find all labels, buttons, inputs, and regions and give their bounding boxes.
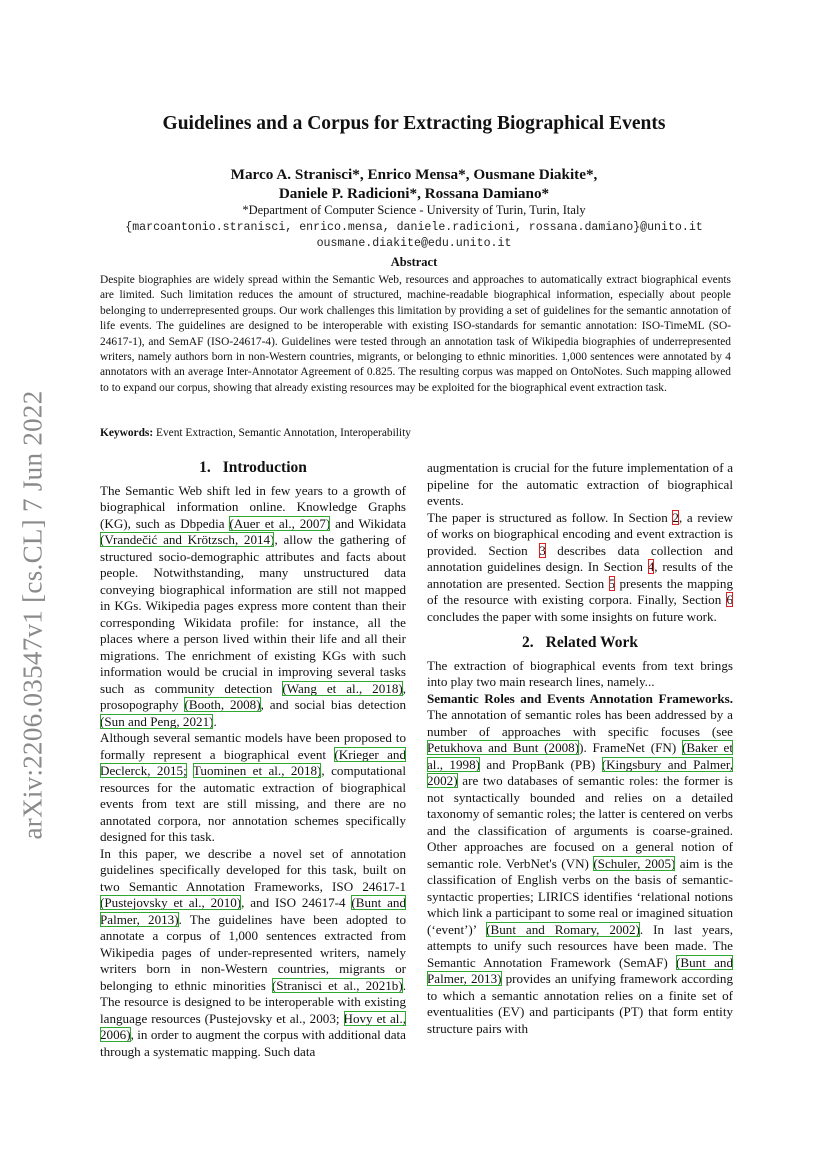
citation-link[interactable]: Hovy et al., 2006) xyxy=(100,1010,406,1042)
section-ref-link[interactable]: 3 xyxy=(539,542,546,558)
citation-link[interactable]: (Krieger and Declerck, 2015; xyxy=(100,746,407,778)
intro-paragraph-3: In this paper, we describe a novel set of annotation guidelines specifically developed for this task, built on two Semantic Annotation Frameworks, ISO 24617-1 (Pustejovsky et al., 2010), and ISO 24617-4 (Bunt and Palmer, 2013). The guidelines have been adopted to annotate a corpus of 1,000 sentences extracted from Wikipedia pages of under-represented writers, namely writers born in non-Western countries, migrants or belonging to ethnic minorities (Stranisci et al., 2021b). The resource is designed to be interoperable with existing language resources (Pustejovsky et al., 2003; Hovy et al., 2006), in order to augment the corpus with additional data through a systematic mapping. Such data xyxy=(100,845,406,1059)
keywords xyxy=(100,427,411,439)
authors-line-2: Daniele P. Radicioni*, Rossana Damiano* xyxy=(278,185,550,202)
section-ref-link[interactable]: 2 xyxy=(672,509,679,525)
citation-link[interactable]: Petukhova and Bunt (2008) xyxy=(427,740,580,755)
citation-link[interactable]: (Bunt and Palmer, 2013) xyxy=(100,895,406,927)
related-work-paragraph-2: Semantic Roles and Events Annotation Frameworks. The annotation of semantic roles has been addressed by a number of approaches with specific focuses (see Petukhova and Bunt (2008)). FrameNet (FN) (Baker et al., 1998) and PropBank (PB) (Kingsbury and Palmer, 2002) are two databases of semantic roles: the former is not syntactically bounded and relies on a detailed taxonomy of semantic roles; the latter is centered on verbs and the classification of arguments is coarse-grained. Other approaches are focused on a general notion of semantic role. VerbNet's (VN) (Schuler, 2005) aim is the classification of English verbs on the basis of semantic-syntactic properties; LIRICS identifies ‘relational notions which link a participant to some real or imagined situation (‘event’)’ (Bunt and Romary, 2002). In last years, attempts to unify such resources have been made. The Semantic Annotation Framework (SemAF) (Bunt and Palmer, 2013) provides an unifying framework according to which a semantic annotation relies on a finite set of eventualities (EV) and participants (PT) that form entity structure pairs with xyxy=(427,690,733,1036)
paper-title: Guidelines and a Corpus for Extracting Biographical Events xyxy=(162,113,666,134)
citation-link[interactable]: (Pustejovsky et al., 2010) xyxy=(100,895,242,910)
abstract-heading: Abstract xyxy=(390,255,438,269)
section-ref-link[interactable]: 5 xyxy=(608,575,616,591)
citation-link[interactable]: (Auer et al., 2007) xyxy=(229,515,331,531)
abstract-body: Despite biographies are widely spread within the Semantic Web, resources and approaches to automatically extract biographical events are limited. Such limitation reduces the amount of structured, machine-readable biographical information, especially about people belonging to underrepresented groups. Our work challenges this limitation by providing a set of guidelines for the semantic annotation of life events. The guidelines are designed to be interoperable with existing ISO-standards for semantic annotation: ISO-TimeML (SO-24617-1), and SemAF (ISO-24617-4). Guidelines were tested through an annotation task of Wikipedia biographies of underrepresented writers, namely authors born in non-Western countries, migrants, or belonging to ethnic minorities. 1,000 sentences were annotated by 4 annotators with an average Inter-Annotator Agreement of 0.825. The resulting corpus was mapped on OntoNotes. Such mapping allowed to to expand our corpus, showing that already existing resources may be exploited for the biographical event extraction task. xyxy=(100,274,731,394)
emails-line-1: {marcoantonio.stranisci, enrico.mensa, daniele.radicioni, rossana.damiano}@unito.it xyxy=(125,221,703,234)
citation-link[interactable]: (Kingsbury and Palmer, 2002) xyxy=(427,756,733,788)
related-work-paragraph-1: The extraction of biographical events from text brings into play two main research lines, namely... xyxy=(427,657,733,689)
citation-link[interactable]: Tuominen et al., 2018) xyxy=(192,763,322,778)
section-ref-link[interactable]: 6 xyxy=(726,592,733,607)
left-column xyxy=(100,460,406,1060)
right-column xyxy=(427,460,733,1037)
citation-link[interactable]: (Bunt and Romary, 2002) xyxy=(486,921,640,937)
section-heading-introduction: 1. Introduction xyxy=(199,459,307,476)
keywords-text: Event Extraction, Semantic Annotation, Interoperability xyxy=(153,427,411,439)
citation-link[interactable]: (Wang et al., 2018) xyxy=(282,680,403,696)
authors-line-1: Marco A. Stranisci*, Enrico Mensa*, Ousmane Diakite*, xyxy=(230,166,598,183)
intro-paragraph-2: Although several semantic models have been proposed to formally represent a biographical event (Krieger and Declerck, 2015; Tuominen et al., 2018), computational resources for the automatic extraction of biographical events from text are still missing, and there are no annotated corpora, nor annotation schemes specifically designed for this task. xyxy=(100,730,407,844)
citation-link[interactable]: (Baker et al., 1998) xyxy=(427,740,733,772)
intro-paragraph-1: The Semantic Web shift led in few years to a growth of biographical information online. Knowledge Graphs (KG), such as Dbpedia (Auer et al., 2007) and Wikidata (Vrandečić and Krötzsch, 2014), allow the gathering of structured socio-demographic attributes and facts about people. Notwithstanding, many unstructured data conveying biographical information are still not mapped in KGs. Wikipedia pages express more content than their corresponding Wikidata profile: for instance, all the places where a person lived within their life and all their migrations. The enrichment of existing KGs with such information would be crucial in improving several tasks such as community detection (Wang et al., 2018), prosopography (Booth, 2008), and social bias detection (Sun and Peng, 2021). xyxy=(100,482,407,729)
citation-link[interactable]: (Sun and Peng, 2021) xyxy=(100,713,214,729)
citation-link[interactable]: (Booth, 2008) xyxy=(184,697,261,712)
intro-paragraph-structure: The paper is structured as follow. In Section 2, a review of works on biographical encoding and event extraction is provided. Section 3 describes data collection and annotation guidelines design. In Section 4, results of the annotation are presented. Section 5 presents the mapping of the resource with existing corpora. Finally, Section 6 concludes the paper with some insights on future work. xyxy=(427,509,734,624)
emails-line-2: ousmane.diakite@edu.unito.it xyxy=(316,237,512,250)
citation-link[interactable]: (Stranisci et al., 2021b) xyxy=(271,977,403,993)
intro-continuation: augmentation is crucial for the future implementation of a pipeline for the automatic extraction of biographical events. xyxy=(427,460,733,508)
arxiv-stamp: arXiv:2206.03547v1 [cs.CL] 7 Jun 2022 xyxy=(17,390,48,840)
paragraph-run-in-heading: Semantic Roles and Events Annotation Frameworks. xyxy=(427,690,733,706)
keywords-label: Keywords: xyxy=(100,427,154,439)
citation-link[interactable]: (Schuler, 2005) xyxy=(593,855,676,871)
author-list xyxy=(0,165,828,203)
section-heading-related-work: 2. Related Work xyxy=(522,634,638,651)
affiliation: *Department of Computer Science - University of Turin, Turin, Italy xyxy=(242,203,586,217)
citation-link[interactable]: (Vrandečić and Krötzsch, 2014) xyxy=(100,532,275,547)
section-ref-link[interactable]: 4 xyxy=(647,559,655,574)
citation-link[interactable]: (Bunt and Palmer, 2013) xyxy=(427,954,733,986)
